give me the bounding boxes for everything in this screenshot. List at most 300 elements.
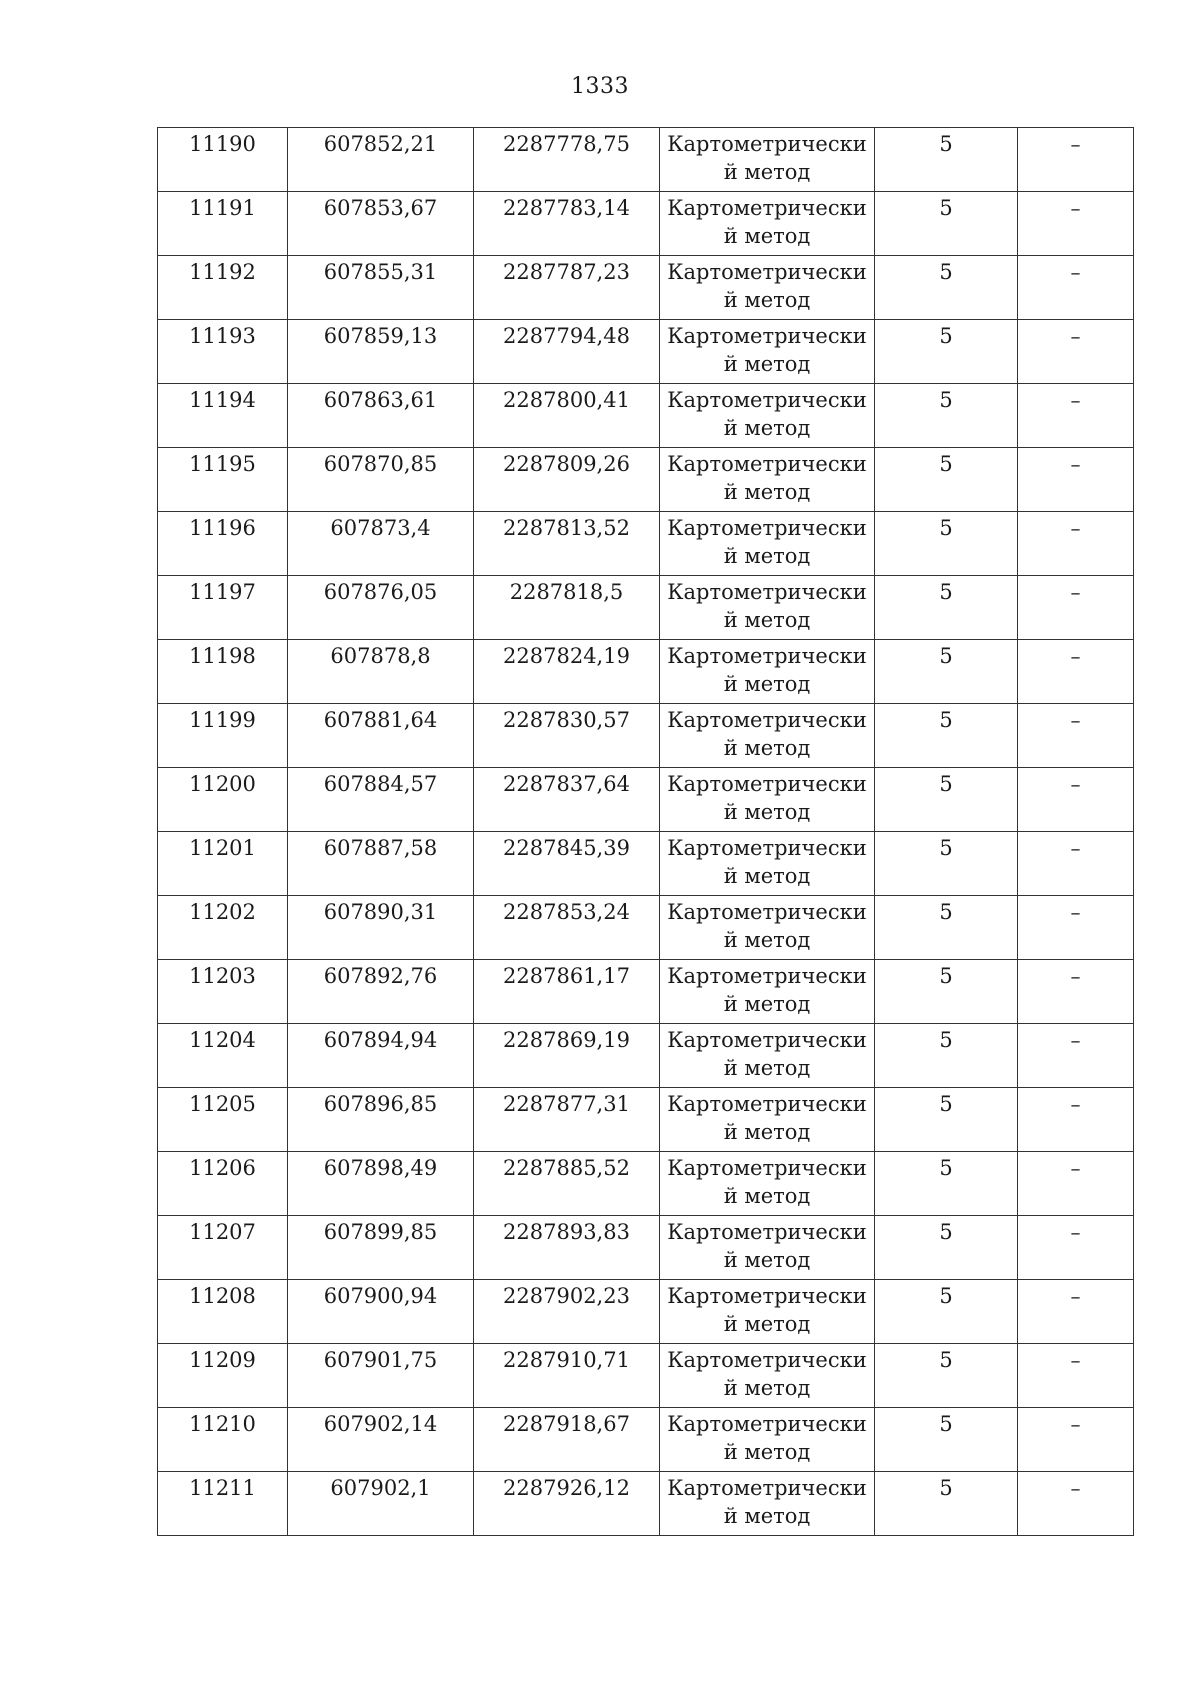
accuracy-cell [875, 384, 1018, 448]
accuracy-cell [875, 128, 1018, 192]
accuracy-cell [875, 256, 1018, 320]
accuracy-cell [875, 576, 1018, 640]
y-coordinate-text: 2287869,19 [503, 1028, 630, 1052]
method-cell [660, 768, 875, 832]
y-coordinate-text: 2287778,75 [503, 132, 630, 156]
method-line-1: Картометрически [667, 708, 867, 732]
table-row [158, 1088, 1134, 1152]
method-cell [660, 1216, 875, 1280]
x-coordinate-cell [288, 1088, 474, 1152]
note-text: – [1070, 580, 1081, 604]
y-coordinate-text: 2287845,39 [503, 836, 630, 860]
y-coordinate-cell [474, 192, 660, 256]
x-coordinate-cell [288, 448, 474, 512]
accuracy-cell [875, 640, 1018, 704]
point-number-text: 11190 [189, 132, 256, 156]
point-number-cell [158, 128, 288, 192]
accuracy-cell [875, 1088, 1018, 1152]
method-line-1: Картометрически [667, 964, 867, 988]
method-cell [660, 1408, 875, 1472]
note-cell [1018, 1472, 1134, 1536]
note-cell [1018, 1024, 1134, 1088]
x-coordinate-text: 607892,76 [323, 964, 438, 988]
note-cell [1018, 512, 1134, 576]
table-row [158, 896, 1134, 960]
method-line-2: й метод [723, 800, 811, 824]
table-row [158, 512, 1134, 576]
y-coordinate-cell [474, 1408, 660, 1472]
method-line-1: Картометрически [667, 388, 867, 412]
method-cell [660, 704, 875, 768]
method-line-2: й метод [723, 1248, 811, 1272]
method-cell [660, 576, 875, 640]
y-coordinate-cell [474, 1280, 660, 1344]
point-number-text: 11208 [189, 1284, 256, 1308]
note-text: – [1070, 132, 1081, 156]
note-text: – [1070, 772, 1081, 796]
accuracy-text: 5 [939, 1028, 953, 1052]
x-coordinate-cell [288, 384, 474, 448]
x-coordinate-text: 607894,94 [323, 1028, 438, 1052]
x-coordinate-text: 607902,14 [323, 1412, 438, 1436]
x-coordinate-cell [288, 1408, 474, 1472]
table-row [158, 128, 1134, 192]
method-cell [660, 896, 875, 960]
method-line-2: й метод [723, 1376, 811, 1400]
method-line-2: й метод [723, 224, 811, 248]
accuracy-cell [875, 320, 1018, 384]
note-text: – [1070, 452, 1081, 476]
y-coordinate-cell [474, 896, 660, 960]
method-line-1: Картометрически [667, 1092, 867, 1116]
y-coordinate-text: 2287824,19 [503, 644, 630, 668]
accuracy-cell [875, 704, 1018, 768]
x-coordinate-cell [288, 576, 474, 640]
note-text: – [1070, 1476, 1081, 1500]
point-number-cell [158, 704, 288, 768]
table-row [158, 832, 1134, 896]
y-coordinate-text: 2287837,64 [503, 772, 630, 796]
table-row [158, 384, 1134, 448]
table-row [158, 256, 1134, 320]
method-cell [660, 960, 875, 1024]
x-coordinate-text: 607855,31 [323, 260, 438, 284]
x-coordinate-text: 607901,75 [323, 1348, 438, 1372]
method-line-2: й метод [723, 1440, 811, 1464]
accuracy-cell [875, 1152, 1018, 1216]
table-row [158, 768, 1134, 832]
y-coordinate-text: 2287910,71 [503, 1348, 630, 1372]
accuracy-cell [875, 512, 1018, 576]
point-number-text: 11195 [189, 452, 256, 476]
point-number-cell [158, 192, 288, 256]
y-coordinate-text: 2287902,23 [503, 1284, 630, 1308]
y-coordinate-text: 2287813,52 [503, 516, 630, 540]
x-coordinate-cell [288, 960, 474, 1024]
note-text: – [1070, 964, 1081, 988]
x-coordinate-cell [288, 1024, 474, 1088]
method-line-2: й метод [723, 608, 811, 632]
note-text: – [1070, 1092, 1081, 1116]
table-row [158, 320, 1134, 384]
note-cell [1018, 1152, 1134, 1216]
y-coordinate-text: 2287794,48 [503, 324, 630, 348]
x-coordinate-text: 607853,67 [323, 196, 438, 220]
method-cell [660, 1280, 875, 1344]
table-body [158, 128, 1134, 1536]
method-line-2: й метод [723, 1184, 811, 1208]
x-coordinate-text: 607887,58 [323, 836, 438, 860]
method-line-1: Картометрически [667, 260, 867, 284]
note-cell [1018, 704, 1134, 768]
point-number-text: 11206 [189, 1156, 256, 1180]
point-number-cell [158, 768, 288, 832]
point-number-text: 11199 [189, 708, 256, 732]
point-number-text: 11201 [189, 836, 256, 860]
table-row [158, 576, 1134, 640]
point-number-text: 11196 [189, 516, 256, 540]
accuracy-text: 5 [939, 708, 953, 732]
y-coordinate-text: 2287918,67 [503, 1412, 630, 1436]
accuracy-text: 5 [939, 1156, 953, 1180]
method-line-2: й метод [723, 288, 811, 312]
accuracy-text: 5 [939, 324, 953, 348]
y-coordinate-cell [474, 832, 660, 896]
note-cell [1018, 384, 1134, 448]
note-cell [1018, 1088, 1134, 1152]
accuracy-text: 5 [939, 1348, 953, 1372]
accuracy-text: 5 [939, 1092, 953, 1116]
point-number-cell [158, 256, 288, 320]
x-coordinate-text: 607873,4 [330, 516, 431, 540]
point-number-text: 11197 [189, 580, 256, 604]
accuracy-text: 5 [939, 580, 953, 604]
y-coordinate-cell [474, 512, 660, 576]
x-coordinate-text: 607896,85 [323, 1092, 438, 1116]
y-coordinate-text: 2287783,14 [503, 196, 630, 220]
y-coordinate-cell [474, 768, 660, 832]
point-number-text: 11204 [189, 1028, 256, 1052]
accuracy-text: 5 [939, 1220, 953, 1244]
point-number-cell [158, 1472, 288, 1536]
method-cell [660, 1344, 875, 1408]
method-cell [660, 640, 875, 704]
table-row [158, 1216, 1134, 1280]
y-coordinate-text: 2287800,41 [503, 388, 630, 412]
method-line-2: й метод [723, 1120, 811, 1144]
table-row [158, 640, 1134, 704]
note-cell [1018, 832, 1134, 896]
method-cell [660, 1152, 875, 1216]
method-line-2: й метод [723, 480, 811, 504]
note-cell [1018, 640, 1134, 704]
table-row [158, 1344, 1134, 1408]
method-cell [660, 128, 875, 192]
accuracy-cell [875, 192, 1018, 256]
method-line-2: й метод [723, 416, 811, 440]
note-cell [1018, 896, 1134, 960]
note-cell [1018, 128, 1134, 192]
x-coordinate-cell [288, 1216, 474, 1280]
accuracy-text: 5 [939, 388, 953, 412]
y-coordinate-cell [474, 128, 660, 192]
point-number-cell [158, 832, 288, 896]
method-cell [660, 384, 875, 448]
note-cell [1018, 960, 1134, 1024]
method-line-1: Картометрически [667, 324, 867, 348]
note-cell [1018, 1280, 1134, 1344]
table-row [158, 448, 1134, 512]
note-text: – [1070, 516, 1081, 540]
method-line-1: Картометрически [667, 836, 867, 860]
method-line-1: Картометрически [667, 1348, 867, 1372]
point-number-text: 11203 [189, 964, 256, 988]
accuracy-cell [875, 448, 1018, 512]
note-cell [1018, 1216, 1134, 1280]
note-text: – [1070, 900, 1081, 924]
y-coordinate-text: 2287885,52 [503, 1156, 630, 1180]
method-line-1: Картометрически [667, 516, 867, 540]
method-line-1: Картометрически [667, 772, 867, 796]
x-coordinate-text: 607881,64 [323, 708, 438, 732]
y-coordinate-cell [474, 384, 660, 448]
x-coordinate-text: 607859,13 [323, 324, 438, 348]
y-coordinate-text: 2287877,31 [503, 1092, 630, 1116]
point-number-cell [158, 1280, 288, 1344]
point-number-text: 11210 [189, 1412, 256, 1436]
table-row [158, 1408, 1134, 1472]
accuracy-text: 5 [939, 1284, 953, 1308]
y-coordinate-cell [474, 320, 660, 384]
note-cell [1018, 256, 1134, 320]
accuracy-cell [875, 1344, 1018, 1408]
accuracy-text: 5 [939, 516, 953, 540]
x-coordinate-text: 607870,85 [323, 452, 438, 476]
point-number-cell [158, 1024, 288, 1088]
point-number-cell [158, 512, 288, 576]
point-number-cell [158, 320, 288, 384]
accuracy-text: 5 [939, 452, 953, 476]
x-coordinate-text: 607902,1 [330, 1476, 431, 1500]
x-coordinate-cell [288, 256, 474, 320]
x-coordinate-text: 607900,94 [323, 1284, 438, 1308]
x-coordinate-cell [288, 768, 474, 832]
accuracy-cell [875, 960, 1018, 1024]
accuracy-text: 5 [939, 644, 953, 668]
note-text: – [1070, 644, 1081, 668]
method-line-1: Картометрически [667, 1412, 867, 1436]
x-coordinate-cell [288, 1344, 474, 1408]
point-number-cell [158, 576, 288, 640]
y-coordinate-cell [474, 1344, 660, 1408]
point-number-text: 11209 [189, 1348, 256, 1372]
method-line-1: Картометрически [667, 1284, 867, 1308]
method-cell [660, 1088, 875, 1152]
method-line-1: Картометрически [667, 580, 867, 604]
point-number-text: 11202 [189, 900, 256, 924]
x-coordinate-text: 607863,61 [323, 388, 438, 412]
method-line-2: й метод [723, 672, 811, 696]
note-text: – [1070, 1220, 1081, 1244]
method-cell [660, 256, 875, 320]
note-cell [1018, 576, 1134, 640]
x-coordinate-text: 607852,21 [323, 132, 438, 156]
method-line-2: й метод [723, 1504, 811, 1528]
method-cell [660, 832, 875, 896]
y-coordinate-text: 2287830,57 [503, 708, 630, 732]
x-coordinate-cell [288, 512, 474, 576]
method-line-1: Картометрически [667, 196, 867, 220]
note-text: – [1070, 1028, 1081, 1052]
point-number-text: 11194 [189, 388, 256, 412]
accuracy-text: 5 [939, 836, 953, 860]
y-coordinate-text: 2287861,17 [503, 964, 630, 988]
y-coordinate-cell [474, 1024, 660, 1088]
method-line-2: й метод [723, 160, 811, 184]
method-line-1: Картометрически [667, 132, 867, 156]
note-text: – [1070, 708, 1081, 732]
x-coordinate-cell [288, 1472, 474, 1536]
table-row [158, 1280, 1134, 1344]
accuracy-text: 5 [939, 260, 953, 284]
point-number-text: 11191 [189, 196, 256, 220]
note-cell [1018, 192, 1134, 256]
y-coordinate-cell [474, 576, 660, 640]
note-cell [1018, 320, 1134, 384]
note-text: – [1070, 1348, 1081, 1372]
x-coordinate-cell [288, 640, 474, 704]
x-coordinate-text: 607899,85 [323, 1220, 438, 1244]
accuracy-cell [875, 1408, 1018, 1472]
x-coordinate-text: 607884,57 [323, 772, 438, 796]
note-text: – [1070, 388, 1081, 412]
method-cell [660, 320, 875, 384]
method-cell [660, 1472, 875, 1536]
point-number-cell [158, 1216, 288, 1280]
accuracy-cell [875, 1280, 1018, 1344]
x-coordinate-text: 607878,8 [330, 644, 431, 668]
note-text: – [1070, 836, 1081, 860]
accuracy-cell [875, 896, 1018, 960]
table-row [158, 192, 1134, 256]
method-cell [660, 1024, 875, 1088]
point-number-cell [158, 1088, 288, 1152]
y-coordinate-cell [474, 704, 660, 768]
y-coordinate-cell [474, 960, 660, 1024]
table-row [158, 704, 1134, 768]
y-coordinate-text: 2287893,83 [503, 1220, 630, 1244]
accuracy-cell [875, 1472, 1018, 1536]
accuracy-text: 5 [939, 1476, 953, 1500]
y-coordinate-cell [474, 448, 660, 512]
accuracy-text: 5 [939, 964, 953, 988]
note-text: – [1070, 260, 1081, 284]
method-line-2: й метод [723, 544, 811, 568]
table-row [158, 1024, 1134, 1088]
x-coordinate-cell [288, 128, 474, 192]
x-coordinate-cell [288, 704, 474, 768]
x-coordinate-text: 607876,05 [323, 580, 438, 604]
x-coordinate-cell [288, 1152, 474, 1216]
page-number: 1333 [571, 74, 629, 99]
x-coordinate-cell [288, 192, 474, 256]
method-line-1: Картометрически [667, 644, 867, 668]
accuracy-text: 5 [939, 900, 953, 924]
y-coordinate-text: 2287818,5 [509, 580, 624, 604]
note-text: – [1070, 196, 1081, 220]
point-number-text: 11205 [189, 1092, 256, 1116]
method-cell [660, 192, 875, 256]
method-line-2: й метод [723, 864, 811, 888]
accuracy-text: 5 [939, 772, 953, 796]
point-number-cell [158, 896, 288, 960]
x-coordinate-cell [288, 1280, 474, 1344]
accuracy-cell [875, 768, 1018, 832]
x-coordinate-cell [288, 832, 474, 896]
point-number-cell [158, 1408, 288, 1472]
point-number-text: 11192 [189, 260, 256, 284]
note-cell [1018, 768, 1134, 832]
method-line-2: й метод [723, 928, 811, 952]
point-number-cell [158, 384, 288, 448]
accuracy-cell [875, 1216, 1018, 1280]
table-row [158, 960, 1134, 1024]
y-coordinate-cell [474, 640, 660, 704]
method-cell [660, 448, 875, 512]
x-coordinate-text: 607898,49 [323, 1156, 438, 1180]
note-cell [1018, 448, 1134, 512]
method-line-2: й метод [723, 736, 811, 760]
note-cell [1018, 1408, 1134, 1472]
point-number-text: 11198 [189, 644, 256, 668]
accuracy-cell [875, 832, 1018, 896]
method-line-2: й метод [723, 352, 811, 376]
y-coordinate-cell [474, 1088, 660, 1152]
note-cell [1018, 1344, 1134, 1408]
method-line-1: Картометрически [667, 1156, 867, 1180]
accuracy-text: 5 [939, 196, 953, 220]
point-number-text: 11211 [189, 1476, 256, 1500]
y-coordinate-cell [474, 1216, 660, 1280]
y-coordinate-cell [474, 256, 660, 320]
method-line-2: й метод [723, 992, 811, 1016]
y-coordinate-cell [474, 1152, 660, 1216]
table-row [158, 1472, 1134, 1536]
method-line-1: Картометрически [667, 1028, 867, 1052]
coordinates-table [157, 127, 1134, 1536]
point-number-cell [158, 448, 288, 512]
method-line-2: й метод [723, 1056, 811, 1080]
method-cell [660, 512, 875, 576]
point-number-cell [158, 960, 288, 1024]
point-number-cell [158, 640, 288, 704]
x-coordinate-cell [288, 320, 474, 384]
y-coordinate-cell [474, 1472, 660, 1536]
method-line-1: Картометрически [667, 900, 867, 924]
table-row [158, 1152, 1134, 1216]
note-text: – [1070, 324, 1081, 348]
note-text: – [1070, 1412, 1081, 1436]
note-text: – [1070, 1156, 1081, 1180]
method-line-1: Картометрически [667, 1220, 867, 1244]
point-number-text: 11200 [189, 772, 256, 796]
point-number-cell [158, 1152, 288, 1216]
y-coordinate-text: 2287926,12 [503, 1476, 630, 1500]
method-line-1: Картометрически [667, 452, 867, 476]
x-coordinate-cell [288, 896, 474, 960]
x-coordinate-text: 607890,31 [323, 900, 438, 924]
point-number-cell [158, 1344, 288, 1408]
